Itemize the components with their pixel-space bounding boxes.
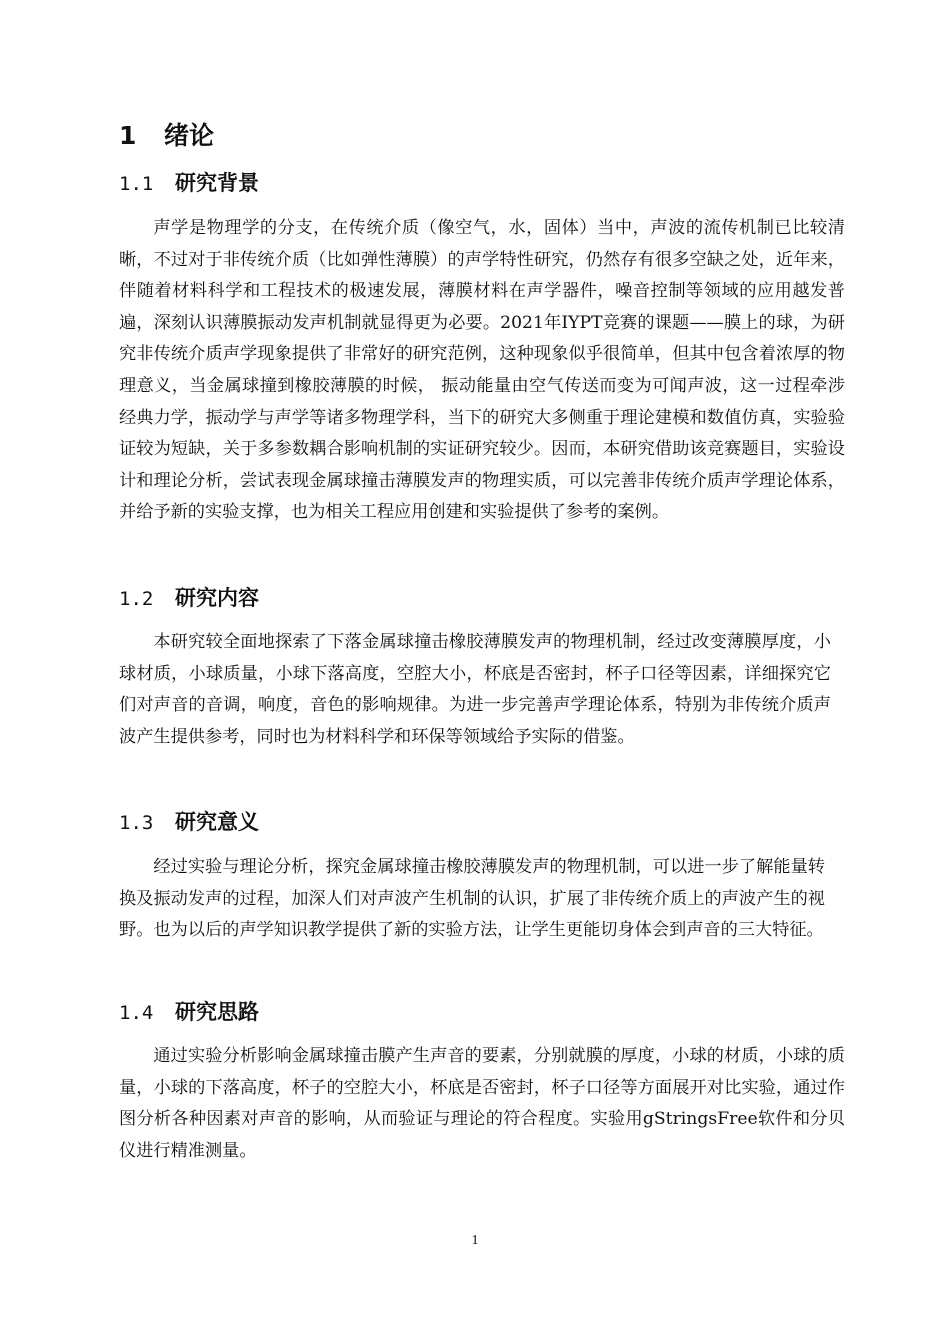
chapter-number: 1 xyxy=(119,121,137,150)
section-title: 研究内容 xyxy=(175,586,259,610)
chapter-heading xyxy=(119,116,819,156)
section-number: 1.2 xyxy=(119,588,154,610)
section-title: 研究背景 xyxy=(175,171,259,195)
section-heading-research-content xyxy=(119,581,819,615)
page-number: 1 xyxy=(471,1233,479,1248)
section-heading-research-approach xyxy=(119,995,819,1029)
section-number: 1.1 xyxy=(119,173,154,195)
section-number: 1.3 xyxy=(119,812,154,834)
paragraph-research-significance: 经过实验与理论分析，探究金属球撞击橡胶薄膜发声的物理机制，可以进一步了解能量转换及振动发声的过程，加深人们对声波产生机制的认识，扩展了非传统介质上的声波产生的视野。也为以后的声学知识教学提供了新的实验方法，让学生更能切身体会到声音的三大特征。 xyxy=(119,857,825,941)
paragraph-research-content: 本研究较全面地探索了下落金属球撞击橡胶薄膜发声的物理机制，经过改变薄膜厚度，小球材质，小球质量，小球下落高度，空腔大小，杯底是否密封，杯子口径等因素，详细探究它们对声音的音调，响度，音色的影响规律。为进一步完善声学理论体系，特别为非传统介质声波产生提供参考，同时也为材料科学和环保等领域给予实际的借鉴。 xyxy=(119,632,831,747)
section-title: 研究思路 xyxy=(175,1000,259,1024)
chapter-title: 绪论 xyxy=(164,121,215,150)
section-number: 1.4 xyxy=(119,1002,154,1024)
section-heading-research-significance xyxy=(119,805,819,839)
paragraph-research-background: 声学是物理学的分支，在传统介质（像空气，水，固体）当中，声波的流传机制已比较清晰，不过对于非传统介质（比如弹性薄膜）的声学特性研究，仍然存有很多空缺之处，近年来，伴随着材料科学和工程技术的极速发展，薄膜材料在声学器件，噪音控制等领域的应用越发普遍，深刻认识薄膜振动发声机制就显得更为必要。2021年IYPT竞赛的课题——膜上的球，为研究非传统介质声学现象提供了非常好的研究范例，这种现象似乎很简单，但其中包含着浓厚的物理意义，当金属球撞到橡胶薄膜的时候， 振动能量由空气传送而变为可闻声波，这一过程牵涉经典力学，振动学与声学等诸多物理学科，当下的研究大多侧重于理论建模和数值仿真，实验验证较为短缺，关于多参数耦合影响机制的实证研究较少。因而，本研究借助该竞赛题目，实验设计和理论分析，尝试表现金属球撞击薄膜发声的物理实质，可以完善非传统介质声学理论体系，并给予新的实验支撑，也为相关工程应用创建和实验提供了参考的案例。 xyxy=(119,218,845,523)
section-heading-research-background xyxy=(119,166,819,200)
paragraph-research-approach: 通过实验分析影响金属球撞击膜产生声音的要素，分别就膜的厚度，小球的材质，小球的质量，小球的下落高度，杯子的空腔大小，杯底是否密封，杯子口径等方面展开对比实验，通过作图分析各种因素对声音的影响，从而验证与理论的符合程度。实验用gStringsFree软件和分贝仪进行精准测量。 xyxy=(119,1046,845,1161)
section-title: 研究意义 xyxy=(175,810,259,834)
